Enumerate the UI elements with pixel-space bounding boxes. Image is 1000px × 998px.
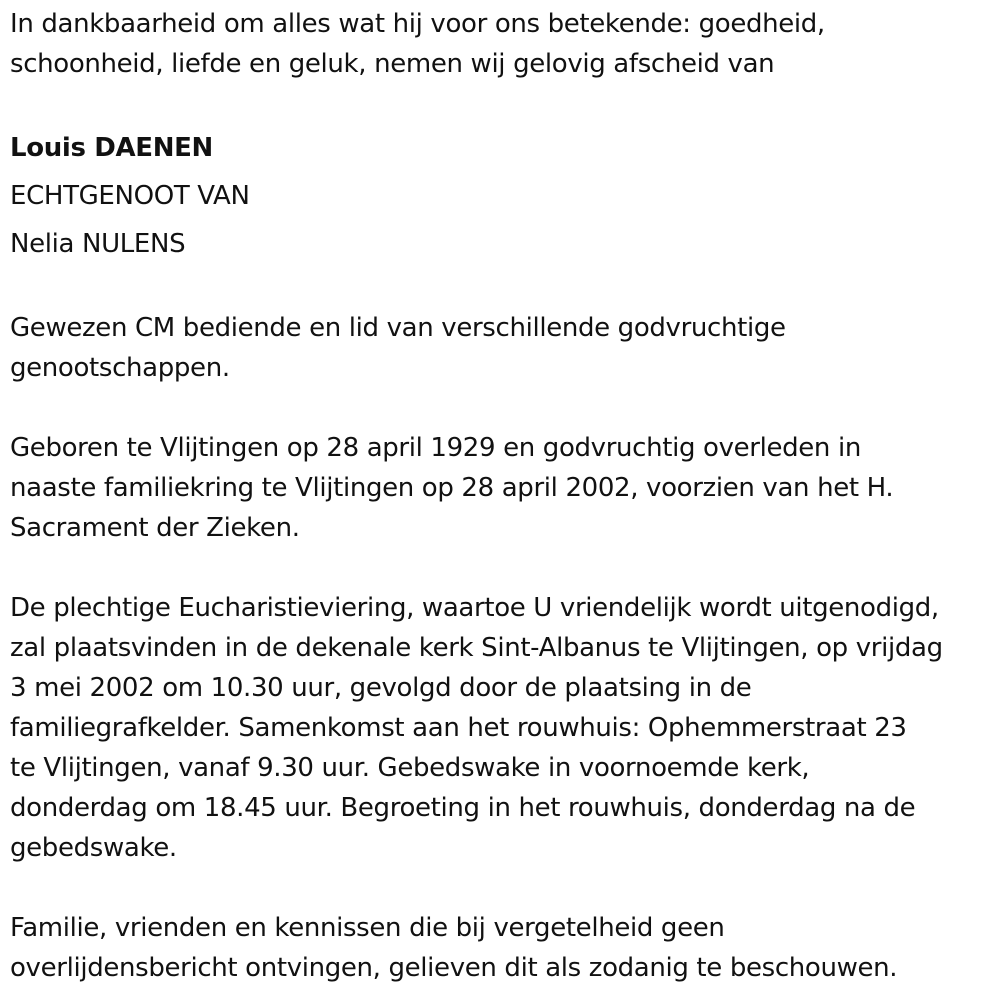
ceremony-line: zal plaatsvinden in de dekenale kerk Sint-Albanus te Vlijtingen, op vrijdag	[10, 633, 943, 663]
intro-line: In dankbaarheid om alles wat hij voor ons betekende: goedheid,	[10, 9, 825, 39]
paragraph-spacer	[10, 268, 995, 308]
closing-paragraph	[10, 908, 995, 988]
ceremony-line: familiegrafkelder. Samenkomst aan het rouwhuis: Ophemmerstraat 23	[10, 713, 907, 743]
paragraph-spacer	[10, 388, 995, 428]
intro-paragraph	[10, 4, 995, 84]
ceremony-line: gebedswake.	[10, 833, 177, 863]
paragraph-spacer	[10, 548, 995, 588]
closing-line: overlijdensbericht ontvingen, gelieven dit als zodanig te beschouwen.	[10, 953, 898, 983]
birth-death-line: Sacrament der Zieken.	[10, 513, 300, 543]
ceremony-line: donderdag om 18.45 uur. Begroeting in het rouwhuis, donderdag na de	[10, 793, 916, 823]
birth-death-line: naaste familiekring te Vlijtingen op 28 april 2002, voorzien van het H.	[10, 473, 894, 503]
paragraph-spacer	[10, 868, 995, 908]
intro-line: schoonheid, liefde en geluk, nemen wij gelovig afscheid van	[10, 49, 775, 79]
occupation-paragraph	[10, 308, 995, 388]
relation-label: ECHTGENOOT VAN	[10, 181, 250, 211]
ceremony-line: De plechtige Eucharistieviering, waartoe U vriendelijk wordt uitgenodigd,	[10, 593, 939, 623]
name-block	[10, 124, 995, 268]
ceremony-line: 3 mei 2002 om 10.30 uur, gevolgd door de plaatsing in de	[10, 673, 752, 703]
occupation-line: Gewezen CM bediende en lid van verschillende godvruchtige	[10, 313, 786, 343]
paragraph-spacer	[10, 84, 995, 124]
ceremony-paragraph	[10, 588, 995, 868]
birth-death-line: Geboren te Vlijtingen op 28 april 1929 en godvruchtig overleden in	[10, 433, 861, 463]
occupation-line: genootschappen.	[10, 353, 230, 383]
obituary-document	[10, 4, 995, 988]
closing-line: Familie, vrienden en kennissen die bij vergetelheid geen	[10, 913, 725, 943]
spouse-name: Nelia NULENS	[10, 229, 186, 259]
deceased-name: Louis DAENEN	[10, 133, 213, 163]
birth-death-paragraph	[10, 428, 995, 548]
ceremony-line: te Vlijtingen, vanaf 9.30 uur. Gebedswake in voornoemde kerk,	[10, 753, 810, 783]
